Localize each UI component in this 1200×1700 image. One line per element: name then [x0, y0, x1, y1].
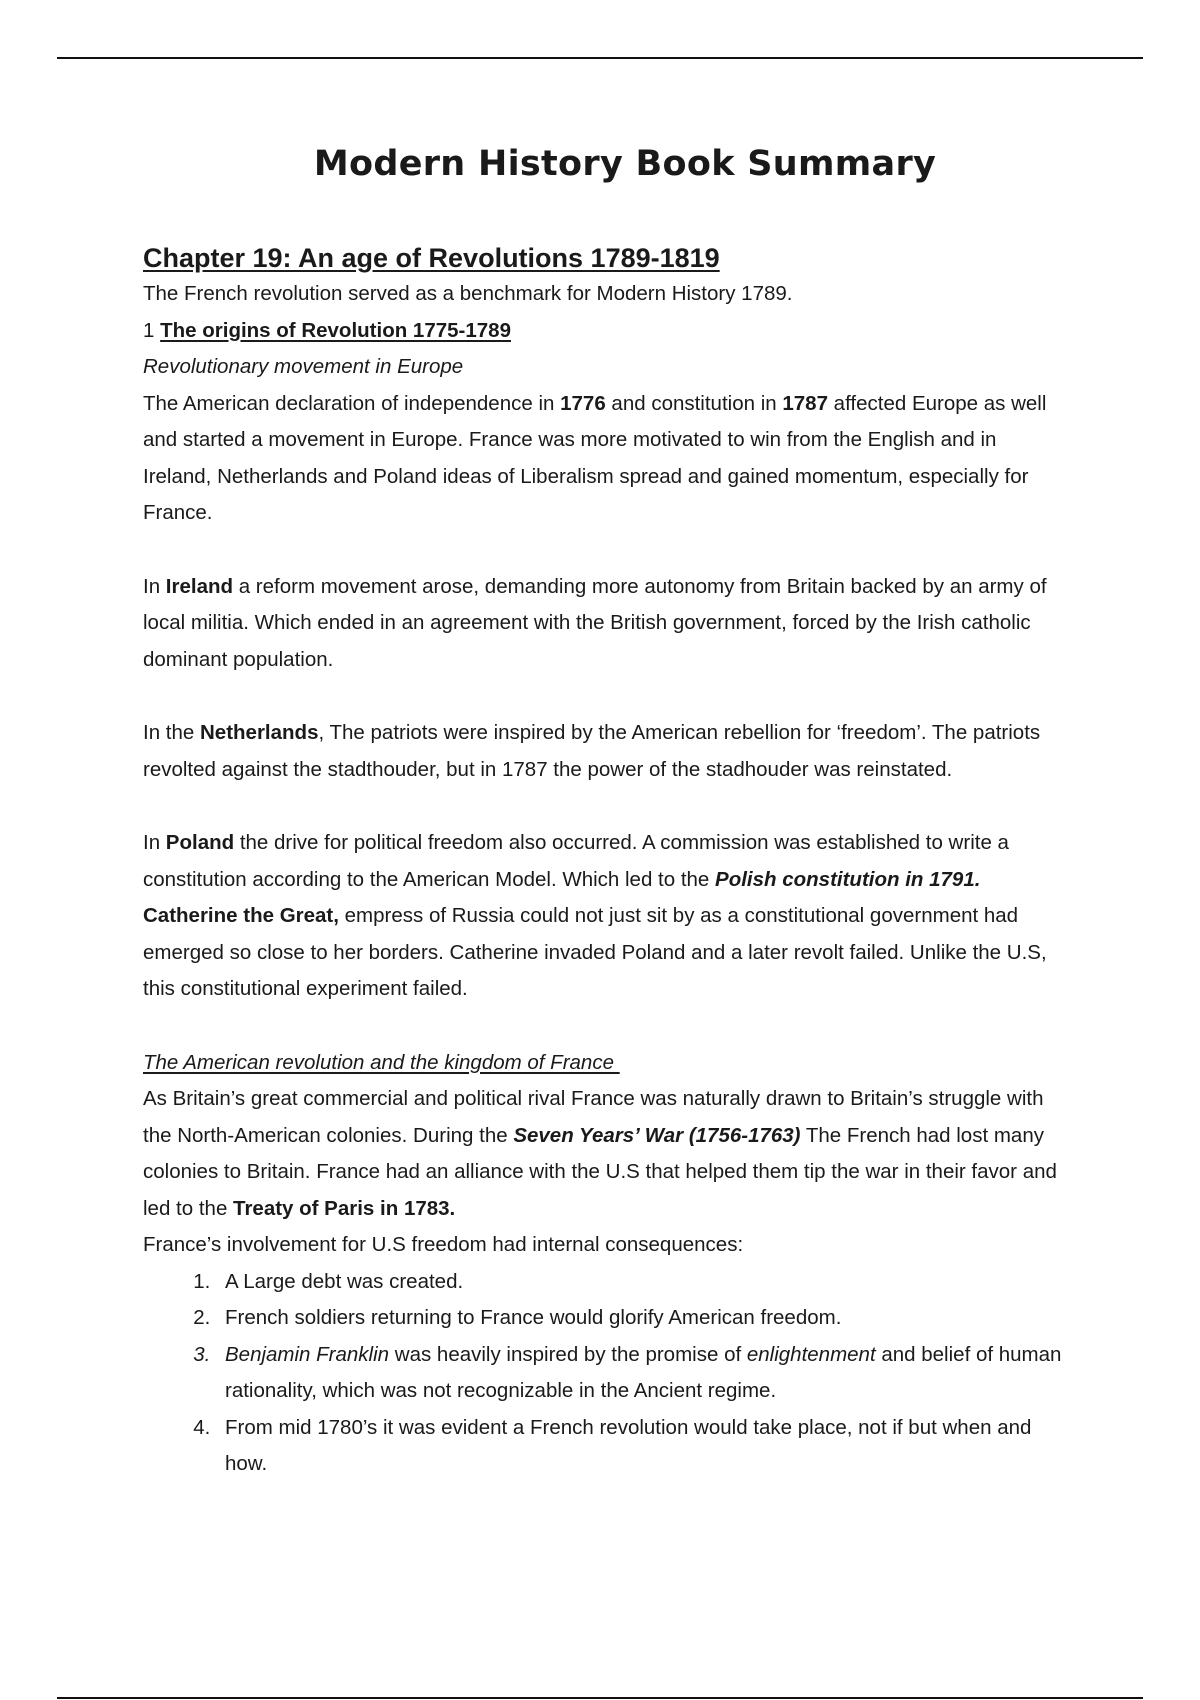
consequences-intro: France’s involvement for U.S freedom had internal consequences: — [143, 1233, 744, 1256]
keyword-ireland: Ireland — [165, 574, 234, 598]
subheading-revolutionary-movement: Revolutionary movement in Europe — [143, 355, 464, 378]
text-run: In the — [143, 721, 200, 744]
section-heading — [143, 313, 1063, 350]
list-item: 1. A Large debt was created. — [216, 1264, 1063, 1301]
text-run: The American declaration of independence in — [143, 391, 561, 415]
consequences-list — [143, 1264, 1063, 1483]
text-run: a reform movement arose, demanding more autonomy from Britain backed by an army of local militia. Which ended in an agreement with the British government, forced by the Irish catholic dominant population. — [143, 574, 1047, 671]
keyword-seven-years-war: Seven Years’ War (1756-1763) — [513, 1123, 801, 1147]
list-item: 4. From mid 1780’s it was evident a French revolution would take place, not if but when and how. — [216, 1410, 1063, 1483]
keyword-treaty-of-paris: Treaty of Paris in 1783. — [233, 1196, 456, 1220]
chapter-heading: Chapter 19: An age of Revolutions 1789-1819 — [143, 243, 720, 273]
list-item — [216, 1337, 1063, 1410]
intro-paragraph: The French revolution served as a benchmark for Modern History 1789. — [143, 282, 793, 305]
text-run: The French had lost many colonies to Britain. France had an alliance with the U.S that helped them tip the war in their favor and led to the — [143, 1123, 1057, 1220]
year-1787: 1787 — [782, 391, 828, 415]
keyword-poland: Poland — [165, 831, 235, 854]
text-run: affected Europe as well and started a movement in Europe. France was more motivated to win from the English and in Ireland, Netherlands and Poland ideas of Liberalism spread and gained momentum, especially for France. — [143, 391, 1047, 524]
text-run: the drive for political freedom also occurred. A commission was established to write a constitution according to the American Model. Which led to the — [143, 831, 1009, 891]
text-run: and constitution in — [605, 391, 783, 415]
paragraph-france-rival — [143, 1081, 1063, 1227]
document-title: Modern History Book Summary — [313, 144, 937, 184]
spacer — [143, 1008, 1063, 1045]
spacer — [143, 678, 1063, 715]
text-run: As Britain’s great commercial and political rival France was naturally drawn to Britain’s struggle with the North-American colonies. During the — [143, 1087, 1044, 1147]
keyword-polish-constitution: Polish constitution in 1791. — [715, 867, 981, 891]
text-run: was heavily inspired by the promise of — [389, 1342, 747, 1366]
paragraph-netherlands — [143, 715, 1063, 788]
list-item: 2. French soldiers returning to France would glorify American freedom. — [216, 1300, 1063, 1337]
text-run: and belief of human rationality, which was not recognizable in the Ancient regime. — [225, 1342, 1062, 1402]
paragraph-poland — [143, 825, 1063, 1008]
text-run: In — [143, 574, 166, 598]
section-title: The origins of Revolution 1775-1789 — [160, 318, 511, 342]
paragraph-ireland — [143, 569, 1063, 679]
keyword-benjamin-franklin: Benjamin Franklin — [225, 1342, 390, 1366]
text-run: empress of Russia could not just sit by as a constitutional government had emerged so close to her borders. Catherine invaded Poland and a later revolt failed. Unlike the U.S, this constitutional experiment failed. — [143, 904, 1047, 1000]
spacer — [143, 788, 1063, 825]
section-number: 1 — [143, 318, 155, 342]
spacer — [143, 532, 1063, 569]
year-1776: 1776 — [560, 391, 606, 415]
text-run: , The patriots were inspired by the American rebellion for ‘freedom’. The patriots revolted against the stadthouder, but in 1787 the power of the stadhouder was reinstated. — [143, 721, 1041, 781]
keyword-catherine: Catherine the Great, — [143, 904, 339, 927]
text-run: In — [143, 831, 166, 854]
document-page — [143, 140, 1063, 1483]
footer-rule — [57, 1697, 1143, 1699]
keyword-enlightenment: enlightenment — [746, 1342, 876, 1366]
keyword-netherlands: Netherlands — [200, 721, 319, 744]
header-rule — [57, 57, 1143, 59]
subheading-american-revolution: The American revolution and the kingdom of France — [143, 1050, 620, 1074]
paragraph-american-declaration — [143, 386, 1063, 532]
